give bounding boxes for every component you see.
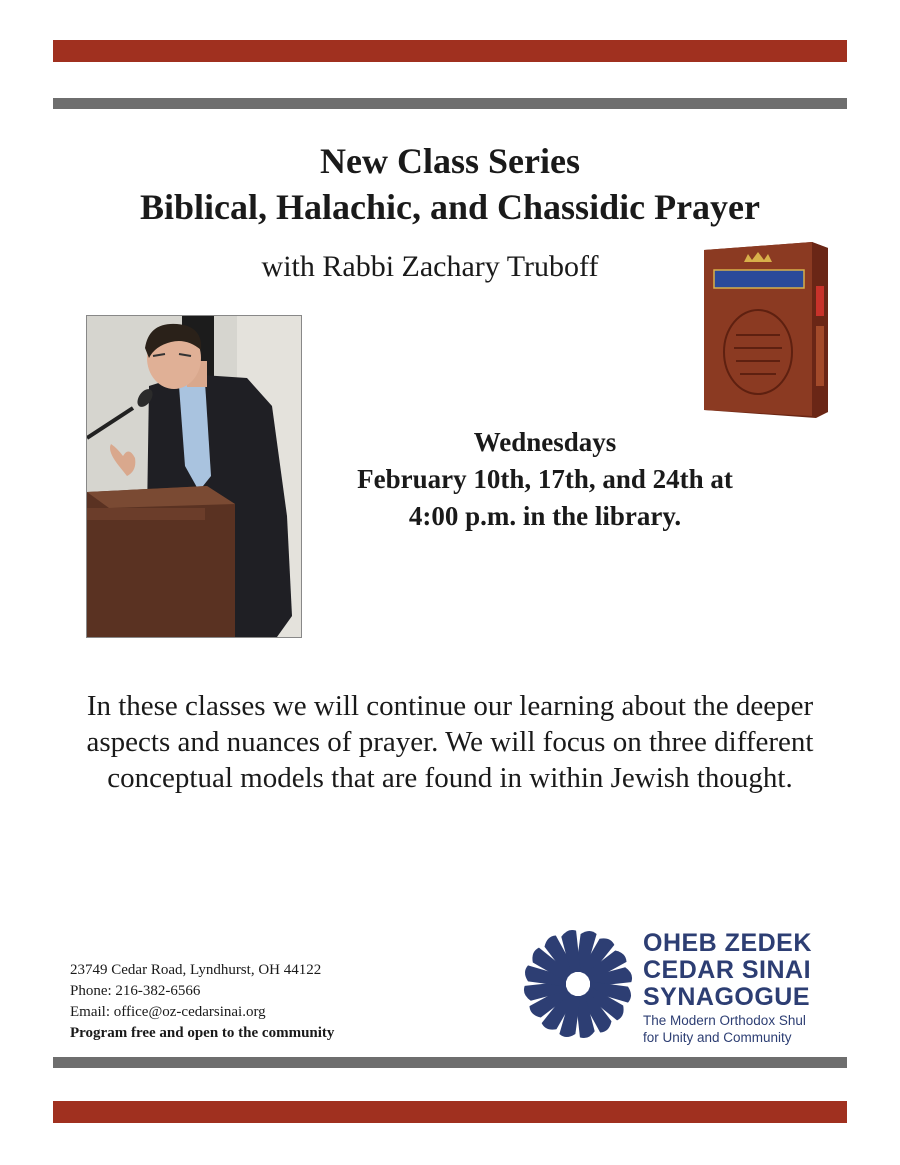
logo-line-1: OHEB ZEDEK [643, 929, 812, 957]
logo-line-3: SYNAGOGUE [643, 983, 811, 1011]
contact-address: 23749 Cedar Road, Lyndhurst, OH 44122 [70, 962, 322, 978]
bottom-gray-bar [53, 1057, 847, 1068]
logo-line-2: CEDAR SINAI [643, 956, 812, 984]
title-line-2: Biblical, Halachic, and Chassidic Prayer [139, 187, 760, 227]
schedule-day: Wednesdays [473, 427, 617, 457]
bottom-red-bar [53, 1101, 847, 1123]
schedule-block [320, 424, 770, 535]
synagogue-logo-text [643, 930, 812, 1045]
contact-block [70, 960, 334, 1044]
prayer-book-image [700, 240, 832, 418]
contact-email: Email: office@oz-cedarsinai.org [70, 1004, 266, 1020]
speaker-photo [86, 315, 302, 638]
contact-note: Program free and open to the community [70, 1025, 335, 1041]
synagogue-logo-icon [522, 928, 634, 1040]
presenter-line: with Rabbi Zachary Truboff [261, 250, 599, 283]
top-gray-bar [53, 98, 847, 109]
contact-phone: Phone: 216-382-6566 [70, 983, 201, 999]
schedule-dates: February 10th, 17th, and 24th at [357, 464, 733, 494]
schedule-time-place: 4:00 p.m. in the library. [408, 501, 682, 531]
top-red-bar [53, 40, 847, 62]
logo-tagline-2: for Unity and Community [643, 1030, 792, 1045]
class-description: In these classes we will continue our learning about the deeper aspects and nuances of prayer. We will focus on three different conceptual models that are found in within Jewish thought. [86, 690, 814, 794]
title-line-1: New Class Series [320, 141, 580, 181]
logo-tagline-1: The Modern Orthodox Shul [643, 1013, 806, 1028]
